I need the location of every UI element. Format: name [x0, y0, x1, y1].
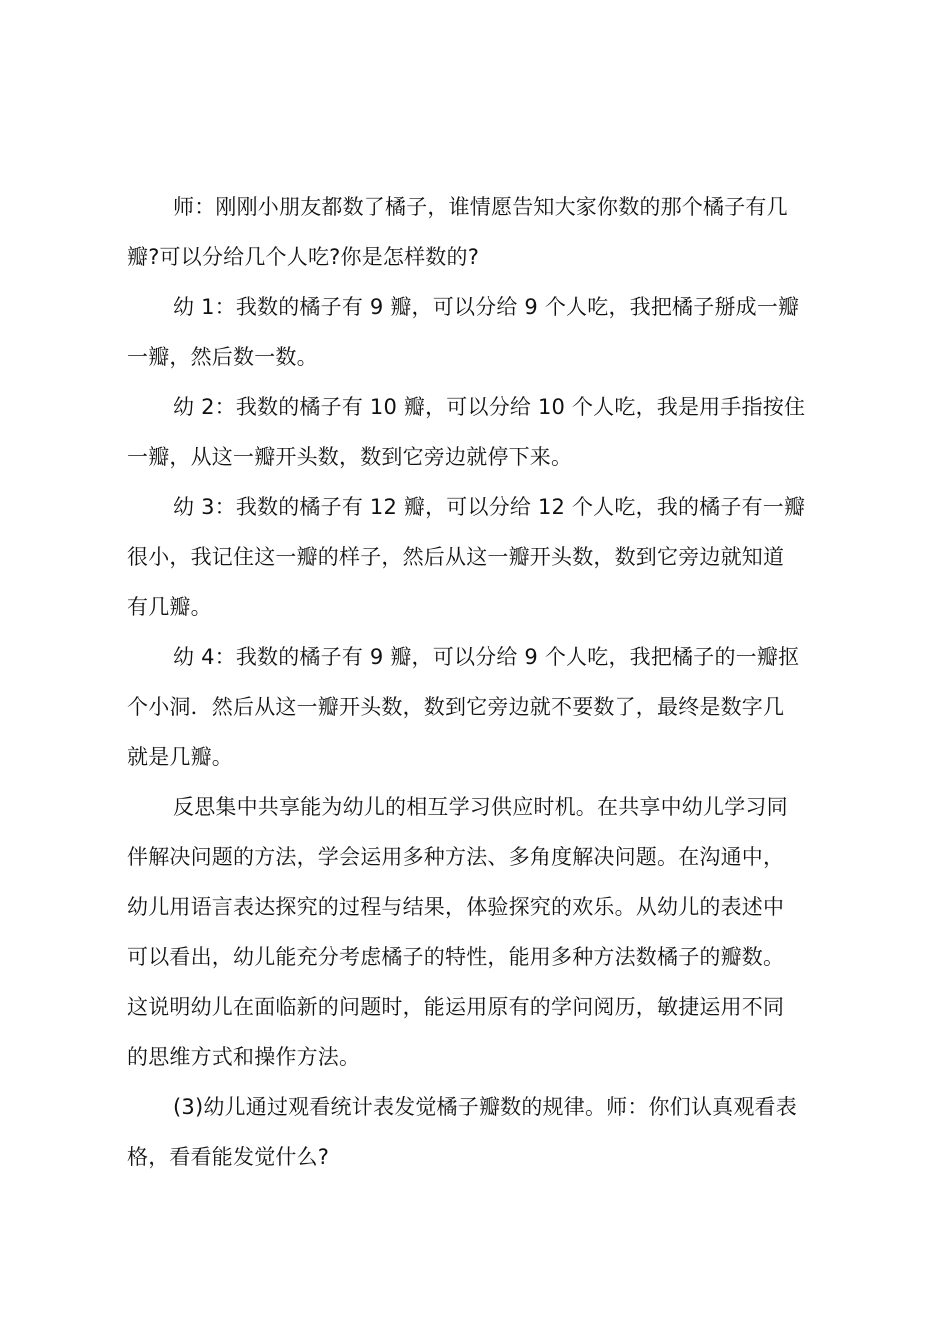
text-line: 师：刚刚小朋友都数了橘子，谁情愿告知大家你数的那个橘子有几 — [173, 195, 788, 219]
text-line: 幼 4：我数的橘子有 9 瓣，可以分给 9 个人吃，我把橘子的一瓣抠 — [173, 645, 800, 669]
text-line: 可以看出，幼儿能充分考虑橘子的特性，能用多种方法数橘子的瓣数。 — [127, 945, 785, 969]
text-line: 一瓣，从这一瓣开头数，数到它旁边就停下来。 — [127, 445, 573, 469]
document-body — [127, 182, 833, 1182]
paragraph-child-1 — [127, 282, 833, 382]
paragraph-teacher-question — [127, 182, 833, 282]
text-line: 有几瓣。 — [127, 595, 212, 619]
paragraph-reflection — [127, 782, 833, 1082]
text-line: 一瓣，然后数一数。 — [127, 345, 318, 369]
paragraph-child-4 — [127, 632, 833, 782]
text-line: 格，看看能发觉什么? — [127, 1145, 330, 1169]
text-line: 幼 3：我数的橘子有 12 瓣，可以分给 12 个人吃，我的橘子有一瓣 — [173, 495, 806, 519]
text-line: 就是几瓣。 — [127, 745, 233, 769]
text-line: 幼儿用语言表达探究的过程与结果，体验探究的欢乐。从幼儿的表述中 — [127, 895, 785, 919]
text-line: 幼 2：我数的橘子有 10 瓣，可以分给 10 个人吃，我是用手指按住 — [173, 395, 806, 419]
paragraph-step-3 — [127, 1082, 833, 1182]
text-line: 瓣?可以分给几个人吃?你是怎样数的? — [127, 245, 480, 269]
text-line: 的思维方式和操作方法。 — [127, 1045, 361, 1069]
text-line: 很小，我记住这一瓣的样子，然后从这一瓣开头数，数到它旁边就知道 — [127, 545, 785, 569]
paragraph-child-3 — [127, 482, 833, 632]
text-line: 幼 1：我数的橘子有 9 瓣，可以分给 9 个人吃，我把橘子掰成一瓣 — [173, 295, 800, 319]
text-line: 个小洞．然后从这一瓣开头数，数到它旁边就不要数了，最终是数字几 — [127, 695, 785, 719]
text-line: 这说明幼儿在面临新的问题时，能运用原有的学问阅历，敏捷运用不同 — [127, 995, 785, 1019]
text-line: (3)幼儿通过观看统计表发觉橘子瓣数的规律。师：你们认真观看表 — [173, 1095, 797, 1119]
text-line: 伴解决问题的方法，学会运用多种方法、多角度解决问题。在沟通中， — [127, 845, 785, 869]
paragraph-child-2 — [127, 382, 833, 482]
text-line: 反思集中共享能为幼儿的相互学习供应时机。在共享中幼儿学习同 — [173, 795, 788, 819]
